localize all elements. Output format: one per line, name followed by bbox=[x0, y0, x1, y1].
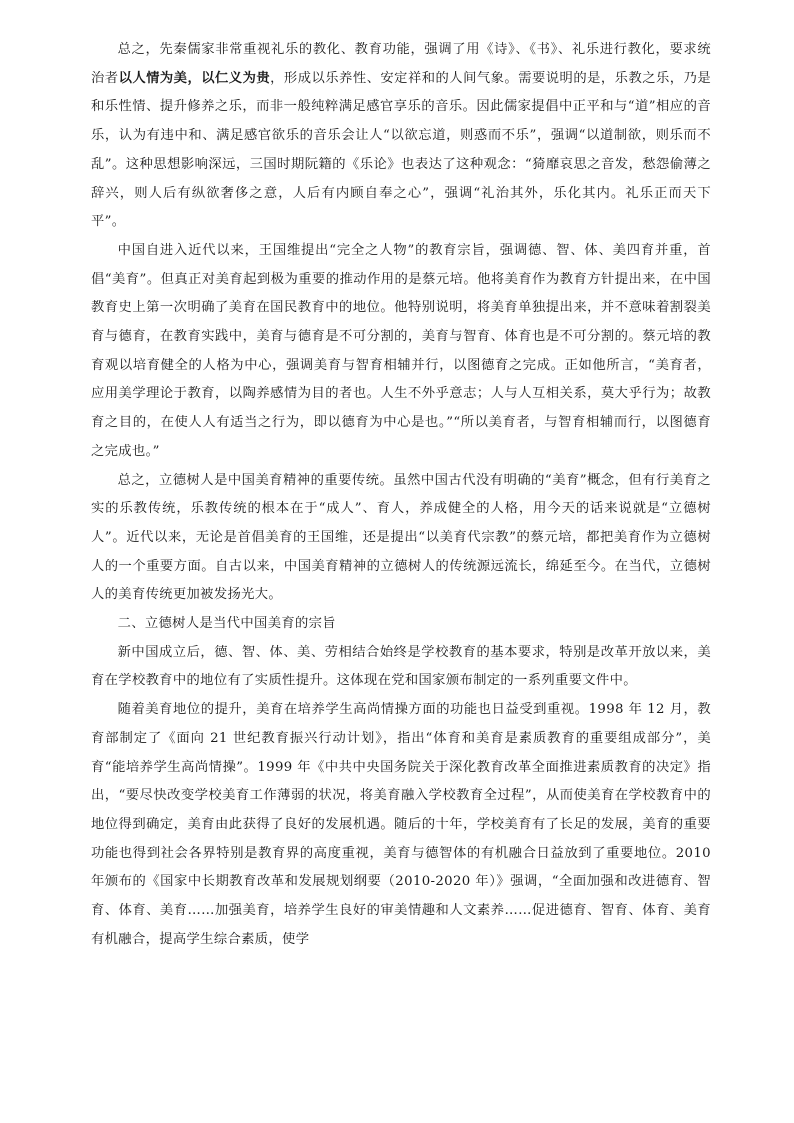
paragraph-4: 新中国成立后，德、智、体、美、劳相结合始终是学校教育的基本要求，特别是改革开放以来，美育在学校教育中的地位有了实质性提升。这体现在党和国家颁布制定的一系列重要文件中。 bbox=[91, 644, 711, 689]
paragraph-1-bold-phrase: 以人情为美，以仁义为贵 bbox=[118, 70, 271, 86]
paragraph-5: 随着美育地位的提升，美育在培养学生高尚情操方面的功能也日益受到重视。1998 年 12 月，教育部制定了《面向 21 世纪教育振兴行动计划》，指出“体育和美育是素质教育的重要组成部分”，美育“能培养学生高尚情操”。1999 年《中共中央国务院关于深化教育改革全面推进素质教育的决定》指出，“要尽快改变学校美育工作薄弱的状况，将美育融入学校教育全过程”，从而使美育在学校教育中的地位得到确定，美育由此获得了良好的发展机遇。随后的十年，学校美育有了长足的发展，美育的重要功能也得到社会各界特别是教育界的高度重视，美育与德智体的有机融合日益放到了重要地位。2010 年颁布的《国家中长期教育改革和发展规划纲要（2010-2020 年）》强调，“全面加强和改进德育、智育、体育、美育……加强美育，培养学生良好的审美情趣和人文素养……促进德育、智育、体育、美育有机融合，提高学生综合素质，使学 bbox=[91, 702, 711, 947]
paragraph-1-text-start: 总之，先秦儒家非常重视礼乐的教化、教育功能，强调了用《诗》、《书》、礼乐进行教化，要求统治者 bbox=[91, 42, 711, 86]
paragraph-1 bbox=[91, 36, 711, 237]
paragraph-2: 中国自进入近代以来，王国维提出“完全之人物”的教育宗旨，强调德、智、体、美四育并重，首倡“美育”。但真正对美育起到极为重要的推动作用的是蔡元培。他将美育作为教育方针提出来，在中国教育史上第一次明确了美育在国民教育中的地位。他特别说明，将美育单独提出来，并不意味着割裂美育与德育，在教育实践中，美育与德育是不可分割的，美育与智育、体育也是不可分割的。蔡元培的教育观以培育健全的人格为中心，强调美育与智育相辅并行，以图德育之完成。正如他所言，“美育者，应用美学理论于教育，以陶养感情为目的者也。人生不外乎意志；人与人互相关系，莫大乎行为；故教育之目的，在使人人有适当之行为，即以德育为中心是也。”“所以美育者，与智育相辅而行，以图德育之完成也。” bbox=[91, 242, 711, 459]
document-body bbox=[91, 36, 711, 955]
paragraph-3: 总之，立德树人是中国美育精神的重要传统。虽然中国古代没有明确的“美育”概念，但有行美育之实的乐教传统，乐教传统的根本在于“成人”、育人，养成健全的人格，用今天的话来说就是“立德树人”。近代以来，无论是首倡美育的王国维，还是提出“以美育代宗教”的蔡元培，都把美育作为立德树人的一个重要方面。自古以来，中国美育精神的立德树人的传统源远流长，绵延至今。在当代，立德树人的美育传统更加被发扬光大。 bbox=[91, 472, 711, 603]
paragraph-1-text-end: ，形成以乐养性、安定祥和的人间气象。需要说明的是，乐教之乐，乃是和乐性情、提升修养之乐，而非一般纯粹满足感官享乐的音乐。因此儒家提倡中正平和与“道”相应的音乐，认为有违中和、满足感官欲乐的音乐会让人“以欲忘道，则惑而不乐”，强调“以道制欲，则乐而不乱”。这种思想影响深远，三国时期阮籍的《乐论》也表达了这种观念：“猗靡哀思之音发，愁怨偷薄之辞兴，则人后有纵欲奢侈之意，人后有内顾自奉之心”，强调“礼治其外，乐化其内。礼乐正而天下平”。 bbox=[91, 70, 711, 230]
section-heading: 二、立德树人是当代中国美育的宗旨 bbox=[117, 616, 336, 632]
